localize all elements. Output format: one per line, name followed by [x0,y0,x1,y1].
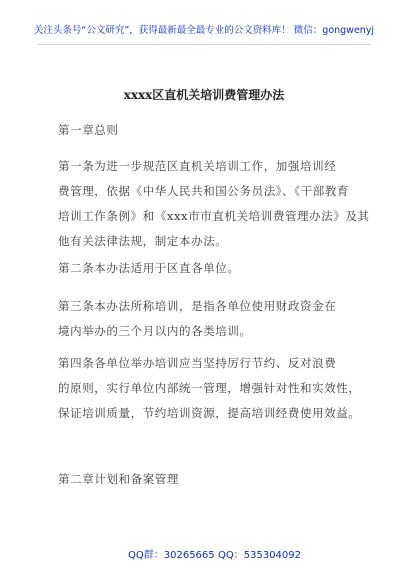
article-3-line: 第三条本办法所称培训，是指各单位使用财政资金在 [58,299,337,313]
article-1 [58,154,370,254]
article-4-line: 保证培训质量，节约培训资源，提高培训经费使用效益。 [58,406,361,420]
header-divider [38,44,370,45]
article-1-line: 第一条为进一步规范区直机关培训工作，加强培训经 [58,159,337,173]
article-4-line: 的原则，实行单位内部统一管理，增强针对性和实效性， [58,381,361,395]
article-3-line: 境内举办的三个月以内的各类培训。 [58,324,252,338]
article-4-line: 第四条各单位举办培训应当坚持厉行节约、反对浪费 [58,356,337,370]
document-title: xxxx区直机关培训费管理办法 [123,88,285,102]
qq-group-number: QQ群：30265665 [128,550,215,561]
article-2: 第二条本办法适用于区直各单位。 [58,261,240,275]
article-4 [58,351,361,426]
article-1-line: 费管理，依据《中华人民共和国公务员法》、《干部教育 [58,184,349,198]
article-1-line: 培训工作条例》和《xxx市市直机关培训费管理办法》及其 [58,209,370,223]
article-3 [58,294,358,344]
page-header-banner: 关注头条号“公文研究”，获得最新最全最专业的公文资料库！ 微信：gongwenyj [33,25,375,36]
qq-number: QQ：535304092 [218,550,302,561]
chapter-2-heading: 第二章计划和备案管理 [58,472,179,486]
article-1-line: 他有关法律法规，制定本办法。 [58,234,228,248]
chapter-1-heading: 第一章总则 [58,123,119,137]
